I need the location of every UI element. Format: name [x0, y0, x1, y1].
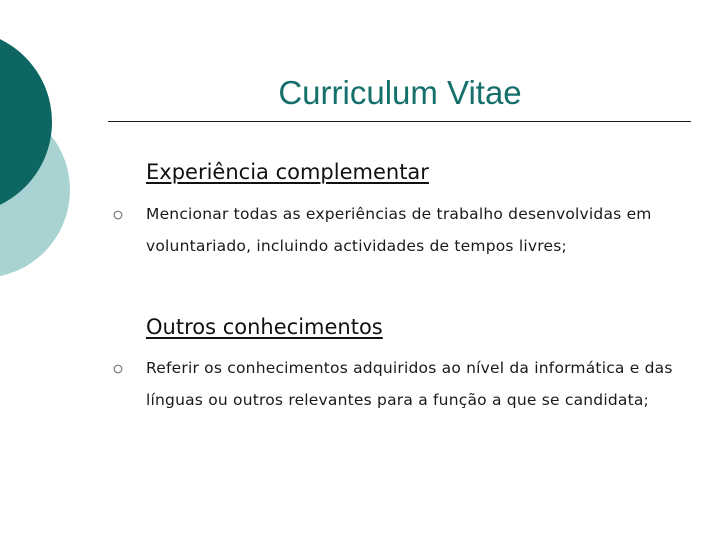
section-heading-experiencia: Experiência complementar [146, 160, 429, 184]
bullet-text-experiencia: Mencionar todas as experiências de trabalho desenvolvidas em voluntariado, incluindo actividades de tempos livres; [146, 205, 652, 255]
title-divider [108, 121, 691, 122]
hollow-circle-bullet-icon [112, 209, 124, 221]
bullet-text-conhecimentos: Referir os conhecimentos adquiridos ao nível da informática e das línguas ou outros relevantes para a função a que se candidata; [146, 359, 673, 409]
slide-title: Curriculum Vitae [278, 74, 522, 111]
teal-circles-decoration [0, 0, 120, 300]
hollow-circle-bullet-icon [112, 363, 124, 375]
section-heading-conhecimentos: Outros conhecimentos [146, 315, 383, 339]
